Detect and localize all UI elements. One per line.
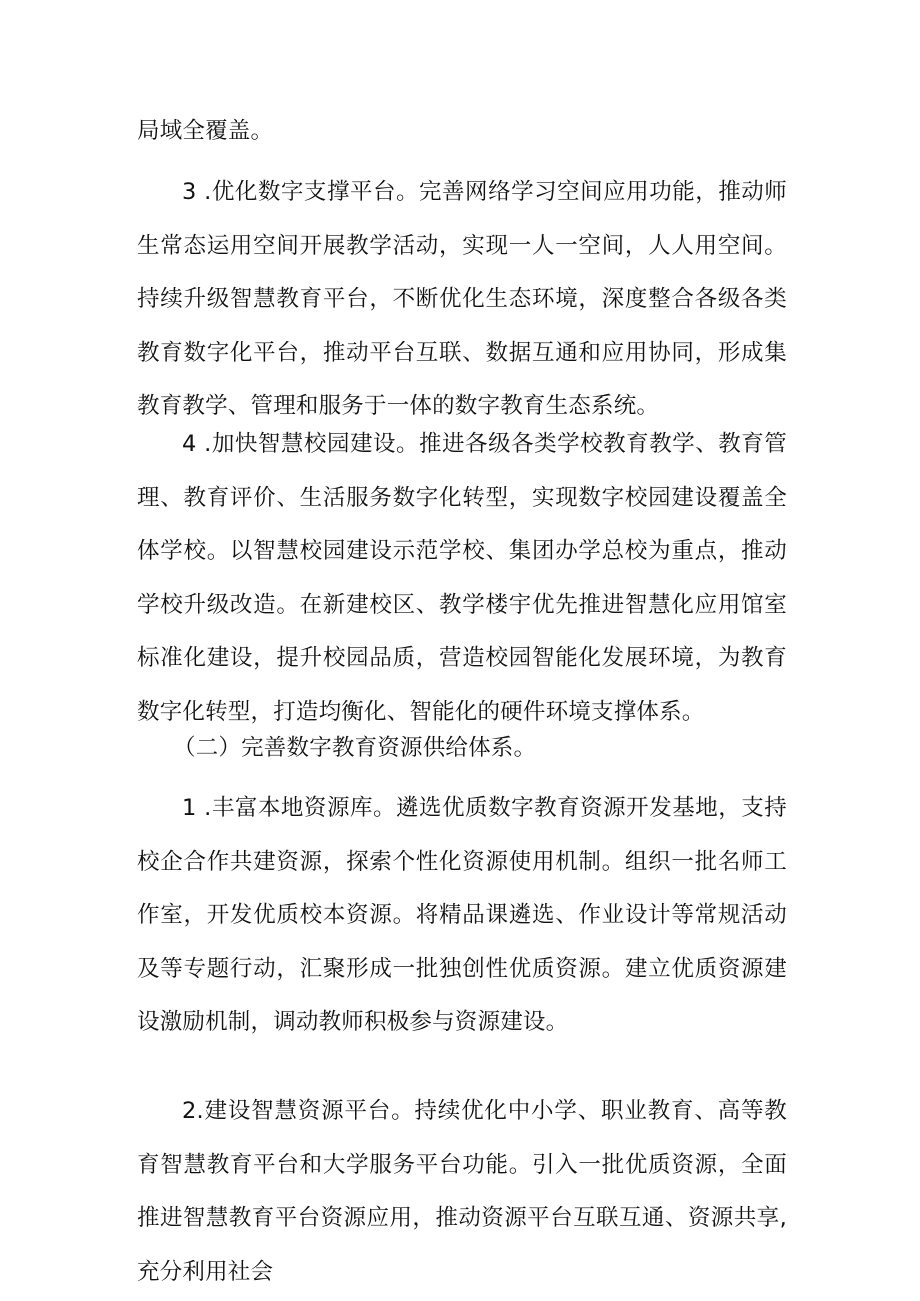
paragraph-item-2: 2.建设智慧资源平台。持续优化中小学、职业教育、高等教育智慧教育平台和大学服务平台功能。引入一批优质资源，全面推进智慧教育平台资源应用，推动资源平台互联互通、资源共享,充分利用社会 (137, 1098, 787, 1285)
paragraph-item-1: 1 .丰富本地资源库。遴选优质数字教育资源开发基地，支持校企合作共建资源，探索个性化资源使用机制。组织一批名师工作室，开发优质校本资源。将精品课遴选、作业设计等常规活动及等专题行动，汇聚形成一批独创性优质资源。建立优质资源建设激励机制，调动教师积极参与资源建设。 (137, 795, 787, 1035)
paragraph-continuation: 局域全覆盖。 (137, 118, 274, 144)
paragraph-item-3: 3 .优化数字支撑平台。完善网络学习空间应用功能，推动师生常态运用空间开展教学活动，实现一人一空间，人人用空间。持续升级智慧教育平台，不断优化生态环境，深度整合各级各类教育数字化平台，推动平台互联、数据互通和应用协同，形成集教育教学、管理和服务于一体的数字教育生态系统。 (137, 179, 787, 419)
paragraph-item-4: 4 .加快智慧校园建设。推进各级各类学校教育教学、教育管理、教育评价、生活服务数字化转型，实现数字校园建设覆盖全体学校。以智慧校园建设示范学校、集团办学总校为重点，推动学校升级改造。在新建校区、教学楼宇优先推进智慧化应用馆室标准化建设，提升校园品质，营造校园智能化发展环境，为教育数字化转型，打造均衡化、智能化的硬件环境支撑体系。 (137, 431, 787, 725)
section-heading: （二）完善数字教育资源供给体系。 (173, 735, 537, 761)
